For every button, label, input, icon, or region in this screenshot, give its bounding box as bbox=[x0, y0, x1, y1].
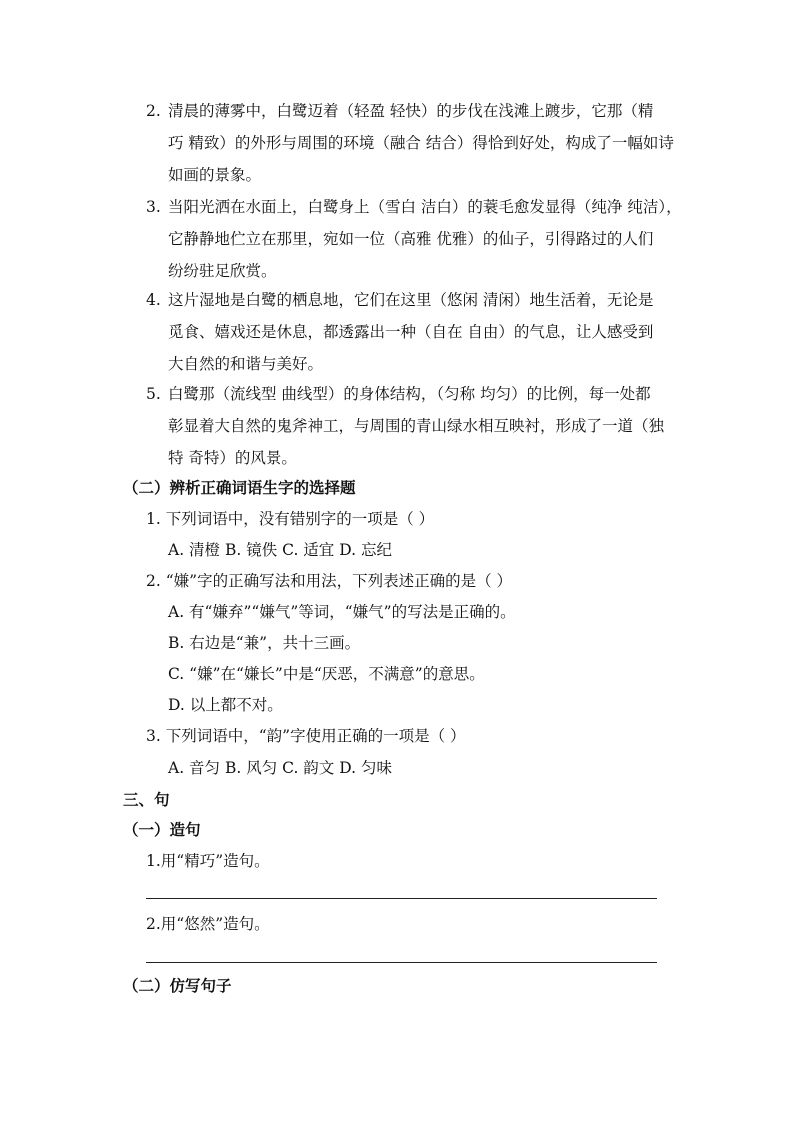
item-text-line: 特 奇特）的风景。 bbox=[168, 449, 297, 467]
item-text-line: 清晨的薄雾中，白鹭迈着（轻盈 轻快）的步伐在浅滩上踱步，它那（精 bbox=[168, 102, 654, 120]
item-number: 2. bbox=[146, 102, 161, 120]
prompt-text: 1.用“精巧”造句。 bbox=[146, 852, 270, 870]
item-number: 4. bbox=[146, 291, 161, 309]
item-text-line: 巧 精致）的外形与周围的环境（融合 结合）得恰到好处，构成了一幅如诗 bbox=[168, 134, 674, 152]
section-heading: （二）辨析正确词语生字的选择题 bbox=[123, 478, 356, 497]
question-stem: 2. “嫌”字的正确写法和用法，下列表述正确的是（ ） bbox=[146, 572, 512, 590]
item-text-line: 当阳光洒在水面上，白鹭身上（雪白 洁白）的蓑毛愈发显得（纯净 纯洁）， bbox=[168, 198, 682, 216]
question-options: A. 清橙 B. 镜佚 C. 适宜 D. 忘纪 bbox=[168, 541, 392, 559]
question-stem: 3. 下列词语中，“韵”字使用正确的一项是（ ） bbox=[146, 727, 466, 745]
item-text-line: 觅食、嬉戏还是休息，都透露出一种（自在 自由）的气息，让人感受到 bbox=[168, 323, 654, 341]
item-text-line: 如画的景象。 bbox=[168, 166, 262, 184]
question-option: B. 右边是“兼”，共十三画。 bbox=[168, 634, 361, 652]
section-heading: 三、句 bbox=[123, 790, 170, 809]
item-text-line: 白鹭那（流线型 曲线型）的身体结构，（匀称 均匀）的比例，每一处都 bbox=[168, 385, 651, 403]
question-stem: 1. 下列词语中，没有错别字的一项是（ ） bbox=[146, 510, 435, 528]
item-number: 3. bbox=[146, 198, 161, 216]
prompt-text: 2.用“悠然”造句。 bbox=[146, 915, 270, 933]
item-text-line: 纷纷驻足欣赏。 bbox=[168, 262, 277, 280]
item-text-line: 它静静地伫立在那里，宛如一位（高雅 优雅）的仙子，引得路过的人们 bbox=[168, 230, 654, 248]
question-options: A. 音匀 B. 风匀 C. 韵文 D. 匀味 bbox=[168, 759, 392, 777]
question-option: A. 有“嫌弃”“嫌气”等词，“嫌气”的写法是正确的。 bbox=[168, 603, 516, 621]
answer-line[interactable] bbox=[146, 962, 657, 963]
item-text-line: 大自然的和谐与美好。 bbox=[168, 355, 324, 373]
question-option: D. 以上都不对。 bbox=[168, 696, 283, 714]
answer-line[interactable] bbox=[146, 898, 657, 899]
subsection-heading: （二）仿写句子 bbox=[123, 976, 232, 995]
item-text-line: 彰显着大自然的鬼斧神工，与周围的青山绿水相互映衬，形成了一道（独 bbox=[168, 417, 665, 435]
question-option: C. “嫌”在“嫌长”中是“厌恶，不满意”的意思。 bbox=[168, 665, 485, 683]
item-number: 5. bbox=[146, 385, 161, 403]
item-text-line: 这片湿地是白鹭的栖息地，它们在这里（悠闲 清闲）地生活着，无论是 bbox=[168, 291, 654, 309]
subsection-heading: （一）造句 bbox=[123, 820, 201, 839]
